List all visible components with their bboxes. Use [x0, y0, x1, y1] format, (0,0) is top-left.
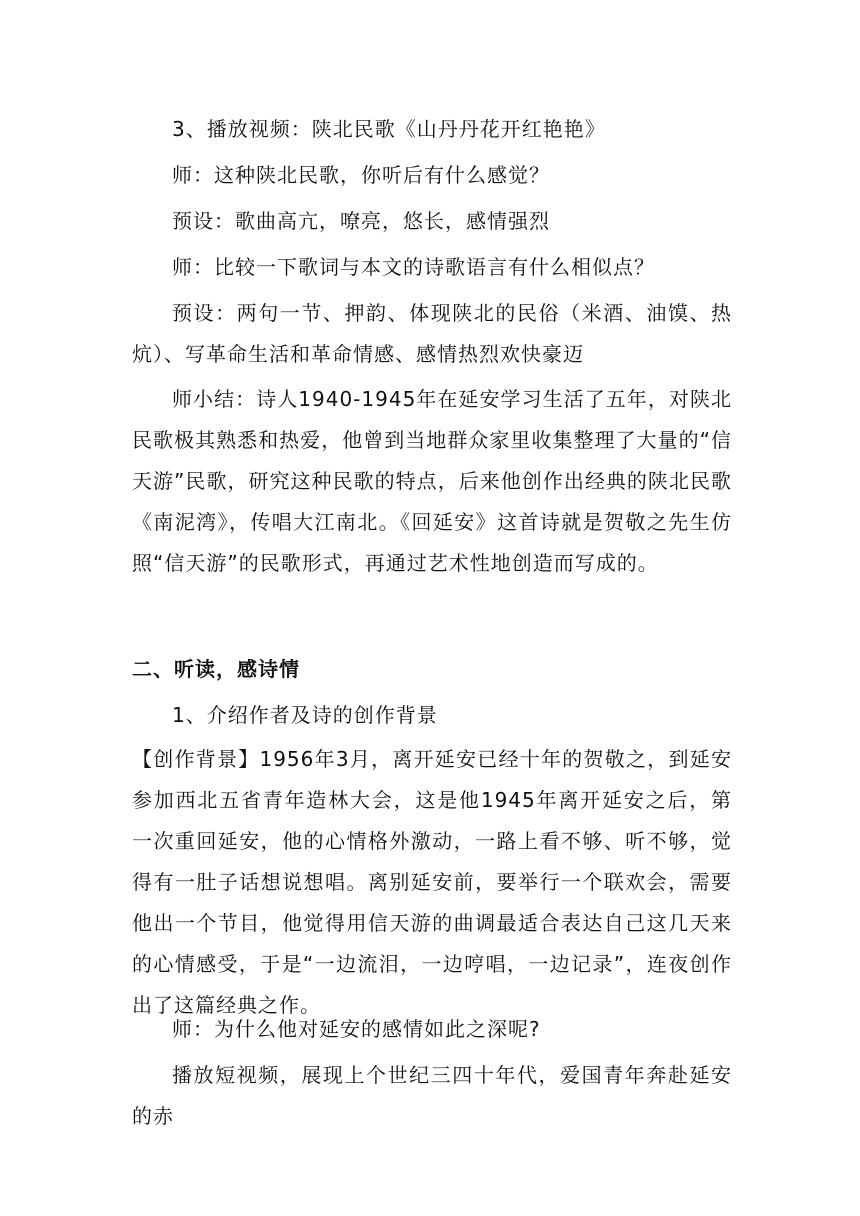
paragraph-preset-answer-1: 预设：歌曲高亢，嘹亮，悠长，感情强烈	[172, 209, 550, 233]
paragraph-teacher-question-3: 师：为什么他对延安的感情如此之深呢?	[172, 1017, 541, 1041]
section-heading: 二、听读，感诗情	[132, 657, 300, 681]
paragraph-teacher-question-2: 师：比较一下歌词与本文的诗歌语言有什么相似点？	[172, 255, 655, 279]
paragraph-video-1: 3、播放视频：陕北民歌《山丹丹花开红艳艳》	[172, 117, 606, 141]
paragraph-creation-background: 【创作背景】1956年3月，离开延安已经十年的贺敬之，到延安参加西北五省青年造林大会，这是他1945年离开延安之后，第一次重回延安，他的心情格外激动，一路上看不够、听不够，觉得有一肚子话想说想唱。离别延安前，要举行一个联欢会，需要他出一个节目，他觉得用信天游的曲调最适合表达自己这几天来的心情感受，于是“一边流泪，一边哼唱，一边记录”，连夜创作出了这篇经典之作。	[132, 747, 732, 1017]
paragraph-author-intro: 1、介绍作者及诗的创作背景	[172, 703, 438, 727]
paragraph-short-video: 播放短视频，展现上个世纪三四十年代，爱国青年奔赴延安的赤	[132, 1063, 732, 1128]
paragraph-teacher-summary: 师小结：诗人1940-1945年在延安学习生活了五年，对陕北民歌极其熟悉和热爱，他曾到当地群众家里收集整理了大量的“信天游”民歌，研究这种民歌的特点，后来他创作出经典的陕北民歌《南泥湾》，传唱大江南北。《回延安》这首诗就是贺敬之先生仿照“信天游”的民歌形式，再通过艺术性地创造而写成的。	[132, 387, 732, 575]
paragraph-teacher-question-1: 师：这种陕北民歌，你听后有什么感觉？	[172, 163, 550, 187]
paragraph-preset-answer-2: 预设：两句一节、押韵、体现陕北的民俗（米酒、油馍、热炕）、写革命生活和革命情感、感情热烈欢快豪迈	[132, 301, 732, 366]
